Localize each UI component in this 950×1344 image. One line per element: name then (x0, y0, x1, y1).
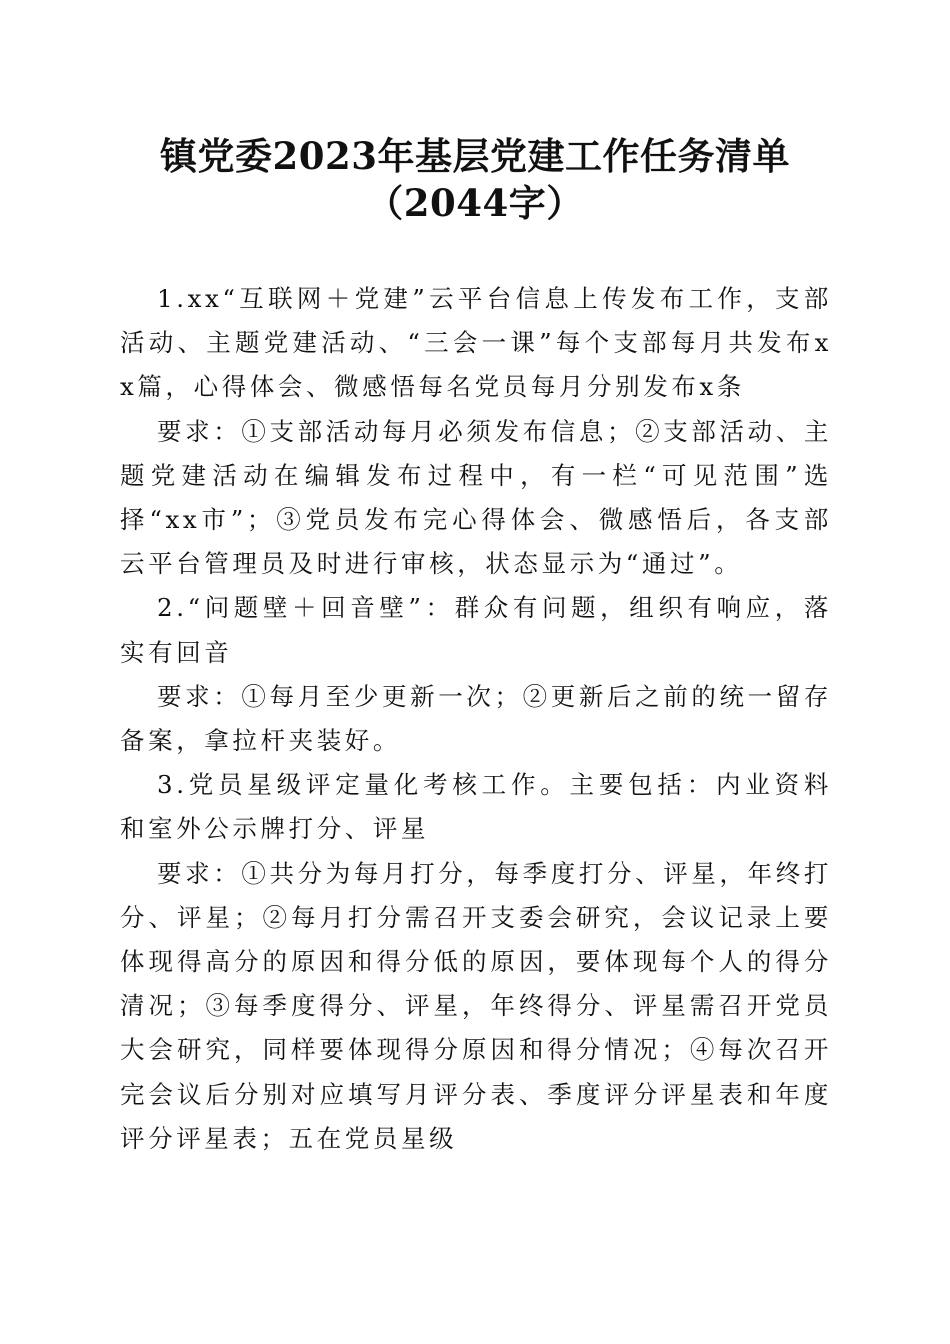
document-title: 镇党委2023年基层党建工作任务清单（2044字） (160, 134, 790, 225)
paragraph-item-2: 2.“问题壁＋回音壁”：群众有问题，组织有响应，落实有回音 (120, 593, 832, 667)
paragraph-item-3: 3.党员星级评定量化考核工作。主要包括：内业资料和室外公示牌打分、评星 (120, 770, 832, 844)
paragraph-item-2-requirements: 要求：①每月至少更新一次；②更新后之前的统一留存备案，拿拉杆夹装好。 (120, 681, 832, 756)
paragraph-item-3-requirements: 要求：①共分为每月打分，每季度打分、评星，年终打分、评星；②每月打分需召开支委会研究，会议记录上要体现得高分的原因和得分低的原因，要体现每个人的得分清况；③每季度得分、评星，年终得分、评星需召开党员大会研究，同样要体现得分原因和得分情况；④每次召开完会议后分别对应填写月评分表、季度评分评星表和年度评分评星表；五在党员星级 (120, 858, 832, 1153)
paragraph-item-1-requirements: 要求：①支部活动每月必须发布信息；②支部活动、主题党建活动在编辑发布过程中，有一栏“可见范围”选择“xx市”；③党员发布完心得体会、微感悟后，各支部云平台管理员及时进行审核，状态显示为“通过”。 (120, 416, 832, 579)
document-body (120, 277, 832, 1161)
paragraph-item-1: 1.xx“互联网＋党建”云平台信息上传发布工作，支部活动、主题党建活动、“三会一课”每个支部每月共发布xx篇，心得体会、微感悟每名党员每月分别发布x条 (120, 284, 832, 402)
